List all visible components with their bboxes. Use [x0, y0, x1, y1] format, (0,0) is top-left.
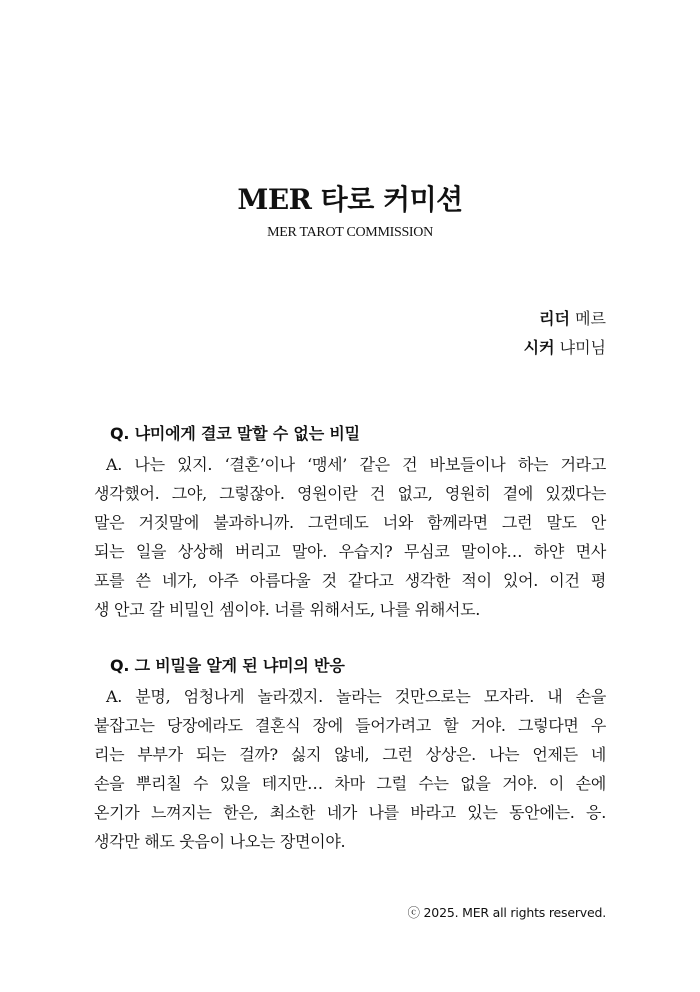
question-heading: Q. 그 비밀을 알게 된 냐미의 반응 — [110, 656, 345, 675]
answer-line: 생 안고 갈 비밀인 셈이야. 너를 위해서도, 나를 위해서도. — [94, 600, 481, 619]
credit-name: 메르 — [575, 309, 606, 328]
answer-paragraph — [94, 450, 606, 624]
answer-line: 온기가 느껴지는 한은, 최소한 네가 나를 바라고 있는 동안에는. 응. — [94, 803, 606, 822]
answer-line: 리는 부부가 되는 걸까? 싫지 않네, 그런 상상은. 나는 언제든 네 — [94, 745, 606, 764]
answer-line: 붙잡고는 당장에라도 결혼식 장에 들어가려고 할 거야. 그렇다면 우 — [94, 716, 606, 735]
credit-seeker — [524, 333, 606, 362]
credit-role: 리더 — [539, 309, 570, 328]
qa-section-1 — [94, 420, 606, 624]
answer-line: 말은 거짓말에 불과하니까. 그런데도 너와 함께라면 그런 말도 안 — [94, 513, 606, 532]
answer-paragraph — [94, 682, 606, 856]
credit-reader — [524, 304, 606, 333]
answer-line: 되는 일을 상상해 버리고 말아. 우습지? 무심코 말이야… 하얀 면사 — [94, 542, 606, 561]
credits-block — [524, 304, 606, 362]
copyright-notice: ⓒ 2025. MER all rights reserved. — [407, 905, 606, 920]
document-title: MER 타로 커미션 — [237, 183, 463, 216]
answer-line: 손을 뿌리칠 수 있을 테지만… 차마 그럴 수는 없을 거야. 이 손에 — [94, 774, 606, 793]
credit-role: 시커 — [523, 338, 555, 357]
qa-section-2 — [94, 652, 606, 856]
answer-line: A. 분명, 엄청나게 놀라겠지. 놀라는 것만으로는 모자라. 내 손을 — [106, 687, 606, 706]
answer-line: A. 나는 있지. ‘결혼’이나 ‘맹세’ 같은 건 바보들이나 하는 거라고 — [106, 455, 606, 474]
credit-name: 냐미님 — [559, 338, 606, 357]
answer-line: 포를 쓴 네가, 아주 아름다울 것 같다고 생각한 적이 있어. 이건 평 — [94, 571, 606, 590]
question-heading: Q. 냐미에게 결코 말할 수 없는 비밀 — [110, 424, 360, 443]
answer-line: 생각했어. 그야, 그렇잖아. 영원이란 건 없고, 영원히 곁에 있겠다는 — [94, 484, 606, 503]
document-subtitle: MER TAROT COMMISSION — [267, 225, 433, 240]
answer-line: 생각만 해도 웃음이 나오는 장면이야. — [94, 832, 346, 851]
